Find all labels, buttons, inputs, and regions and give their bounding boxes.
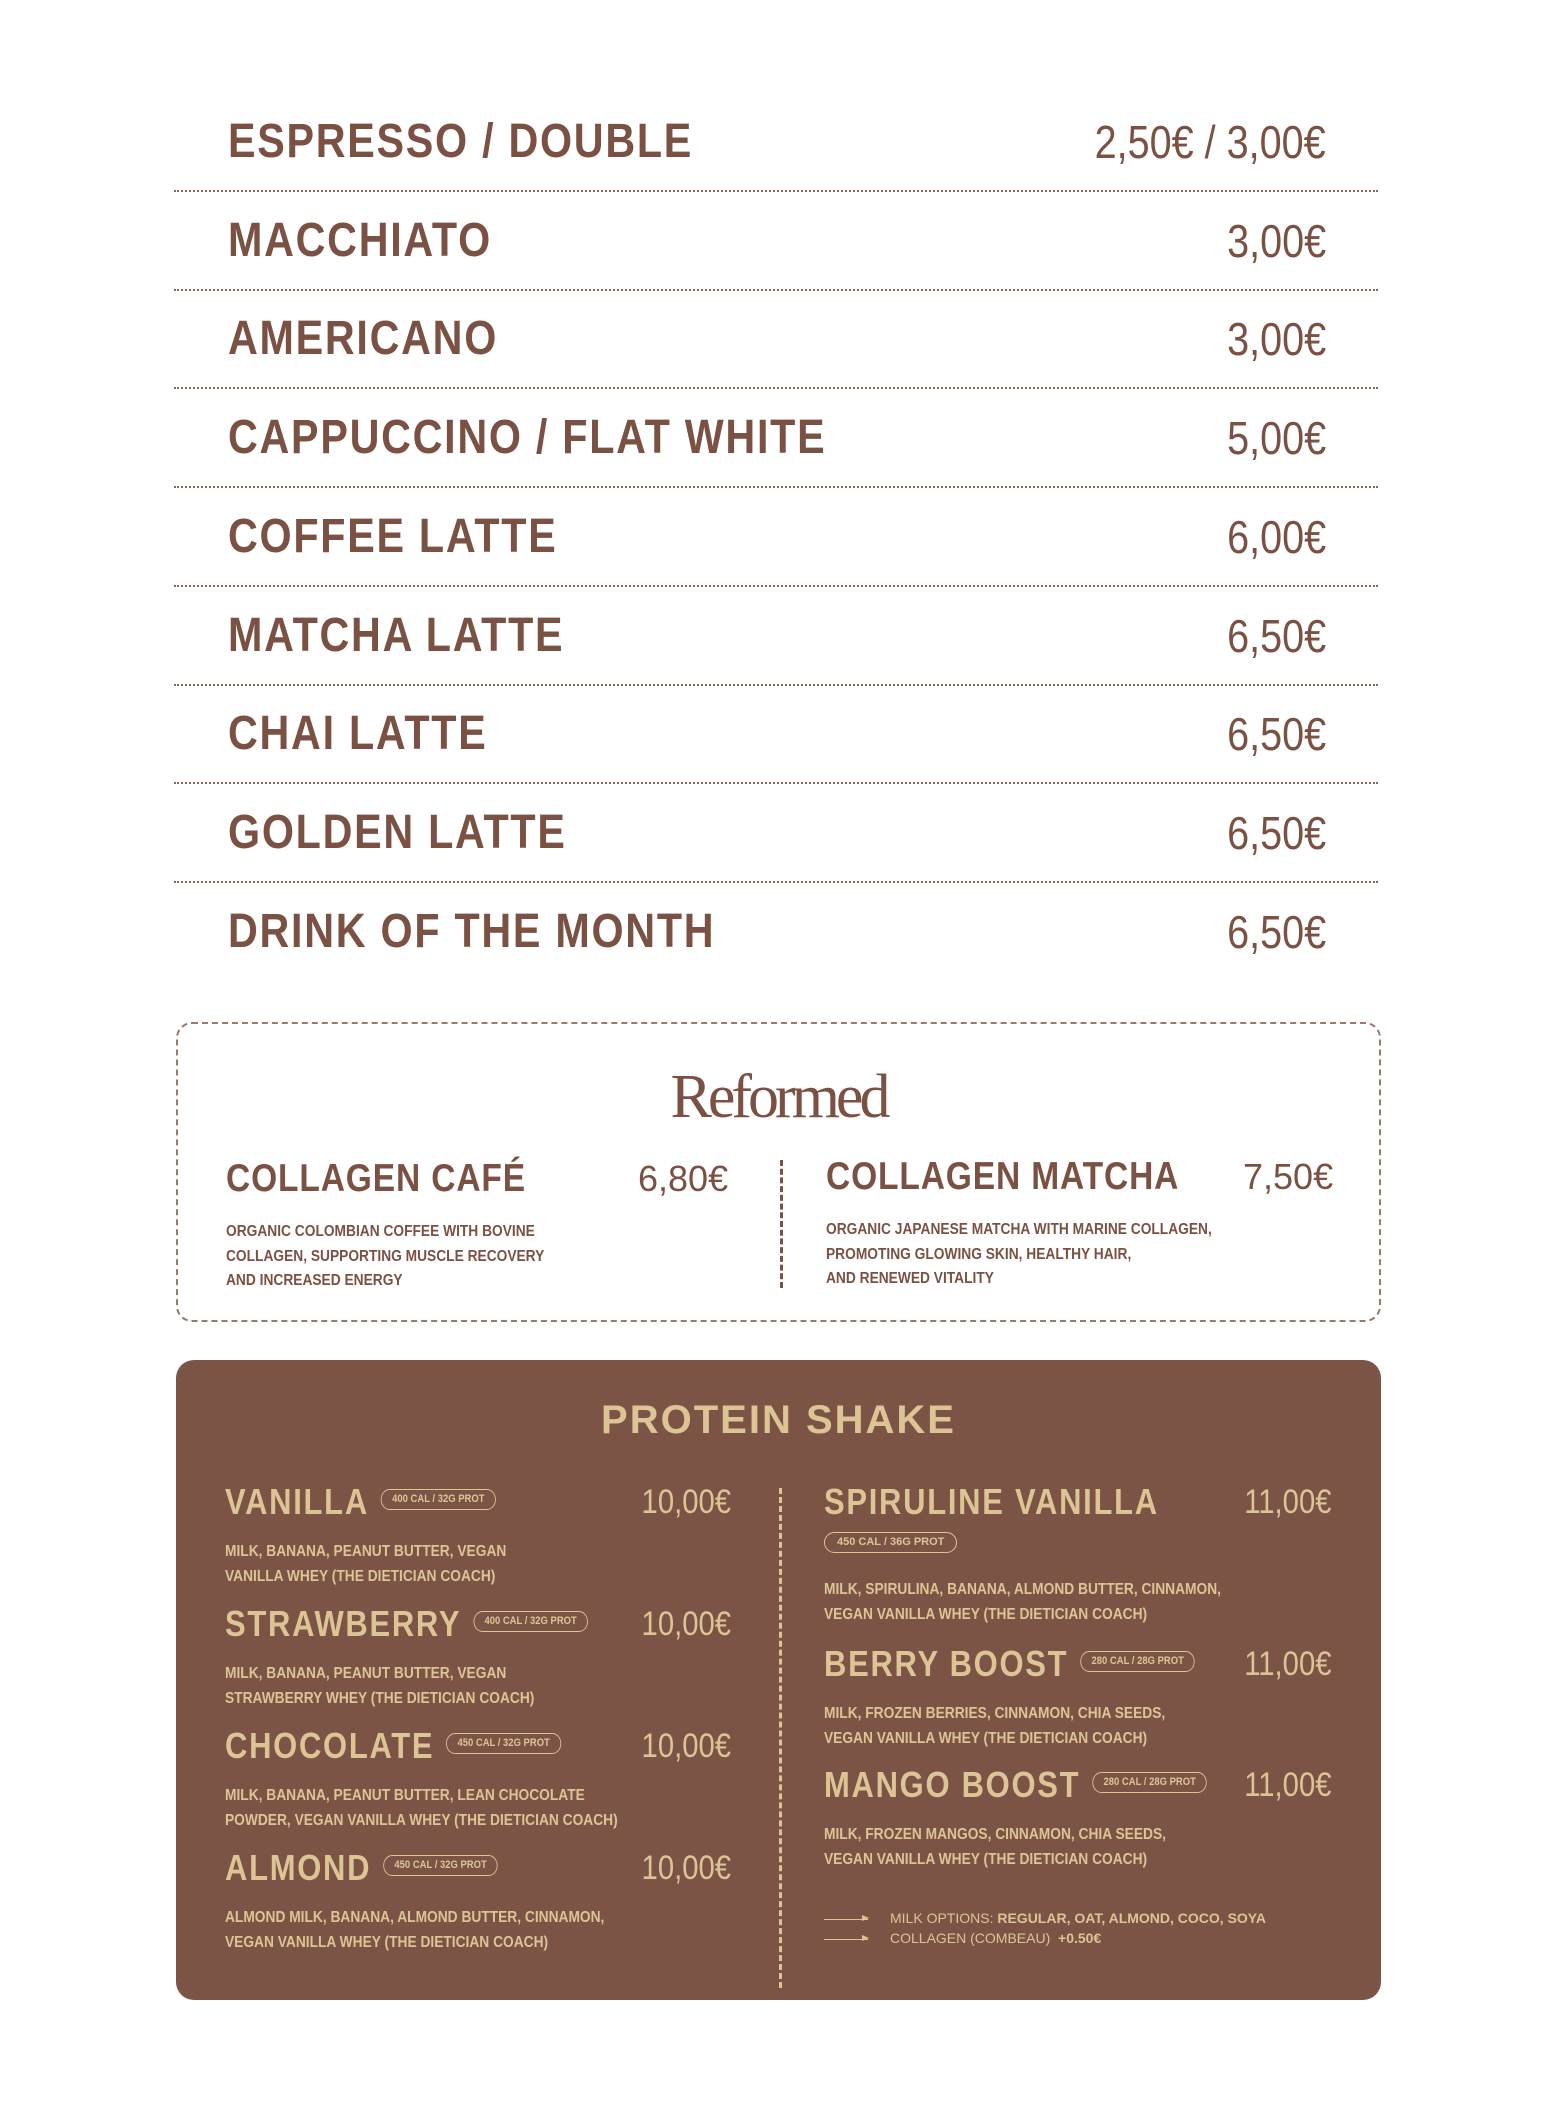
menu-item-name: MATCHA LATTE <box>228 608 565 662</box>
menu-item-name: AMERICANO <box>228 312 499 366</box>
dotted-divider <box>174 585 1378 587</box>
menu-item-price: 6,00€ <box>1226 510 1326 563</box>
dotted-divider <box>174 289 1378 291</box>
shake-name: BERRY BOOST 280 CAL / 28G PROT <box>824 1642 1255 1686</box>
menu-item-price: 6,80€ <box>638 1158 729 1199</box>
menu-item-name: COLLAGEN CAFÉ <box>226 1157 526 1200</box>
shake-price: 10,00€ <box>641 1849 731 1887</box>
menu-item-price: 6,50€ <box>1226 708 1326 761</box>
shake-description: MILK, SPIRULINA, BANANA, ALMOND BUTTER, CINNAMON, VEGAN VANILLA WHEY (THE DIETICIAN COACH) <box>824 1581 1221 1623</box>
dotted-divider <box>174 684 1378 686</box>
menu-item-name: GOLDEN LATTE <box>228 805 567 859</box>
shake-price: 11,00€ <box>1243 1483 1331 1521</box>
shake-price: 11,00€ <box>1243 1766 1331 1804</box>
shake-description: MILK, BANANA, PEANUT BUTTER, VEGAN VANILLA WHEY (THE DIETICIAN COACH) <box>225 1543 507 1585</box>
nutrition-badge: 450 CAL / 32G PROT <box>446 1733 561 1754</box>
menu-item-name: COFFEE LATTE <box>228 509 558 563</box>
nutrition-badge: 400 CAL / 32G PROT <box>473 1611 588 1632</box>
dotted-divider <box>174 782 1378 784</box>
nutrition-badge: 280 CAL / 28G PROT <box>1080 1651 1195 1672</box>
menu-item-name: COLLAGEN MATCHA <box>826 1155 1180 1198</box>
shake-price: 10,00€ <box>641 1605 731 1643</box>
menu-item-price: 3,00€ <box>1226 214 1326 267</box>
shake-name: ALMOND 450 CAL / 32G PROT <box>225 1846 542 1890</box>
shake-description: MILK, FROZEN BERRIES, CINNAMON, CHIA SEEDS, VEGAN VANILLA WHEY (THE DIETICIAN COACH) <box>824 1705 1166 1747</box>
dotted-divider <box>174 881 1378 883</box>
shake-name: SPIRULINE VANILLA <box>824 1481 1159 1522</box>
shake-name: CHOCOLATE 450 CAL / 32G PROT <box>225 1724 616 1768</box>
shake-price: 11,00€ <box>1243 1645 1331 1683</box>
menu-item-price: 6,50€ <box>1226 609 1326 662</box>
menu-item-name: CHAI LATTE <box>228 707 488 761</box>
dotted-divider <box>174 486 1378 488</box>
nutrition-badge: 280 CAL / 28G PROT <box>1092 1772 1207 1793</box>
menu-item-name: DRINK OF THE MONTH <box>228 904 716 958</box>
menu-item-price: 2,50€ / 3,00€ <box>1095 116 1326 168</box>
milk-options-note: MILK OPTIONS: REGULAR, OAT, ALMOND, COCO, SOYA <box>824 1908 1266 1928</box>
nutrition-badge: 400 CAL / 32G PROT <box>381 1489 496 1510</box>
column-divider <box>779 1488 782 1988</box>
menu-item-price: 3,00€ <box>1226 313 1326 366</box>
arrow-icon <box>824 1919 868 1920</box>
nutrition-badge: 450 CAL / 32G PROT <box>383 1855 498 1876</box>
shake-description: MILK, FROZEN MANGOS, CINNAMON, CHIA SEEDS, VEGAN VANILLA WHEY (THE DIETICIAN COACH) <box>824 1826 1166 1868</box>
menu-item-price: 6,50€ <box>1226 806 1326 859</box>
menu-item-name: CAPPUCCINO / FLAT WHITE <box>228 411 827 465</box>
shake-description: MILK, BANANA, PEANUT BUTTER, LEAN CHOCOLATE POWDER, VEGAN VANILLA WHEY (THE DIETICIAN COACH) <box>225 1787 618 1829</box>
menu-item-price: 6,50€ <box>1226 905 1326 958</box>
shake-name: MANGO BOOST 280 CAL / 28G PROT <box>824 1763 1269 1807</box>
section-title: PROTEIN SHAKE <box>601 1398 956 1442</box>
shake-price: 10,00€ <box>641 1483 731 1521</box>
protein-shake-section <box>176 1360 1381 2000</box>
reformed-logo: Reformed <box>670 1063 887 1131</box>
shake-price: 10,00€ <box>641 1727 731 1765</box>
menu-item-name: MACCHIATO <box>228 213 492 267</box>
nutrition-badge: 450 CAL / 36G PROT <box>824 1532 957 1553</box>
collagen-addon-note: COLLAGEN (COMBEAU) +0.50€ <box>824 1928 1101 1948</box>
shake-description: MILK, BANANA, PEANUT BUTTER, VEGAN STRAWBERRY WHEY (THE DIETICIAN COACH) <box>225 1665 535 1707</box>
arrow-icon <box>824 1939 868 1940</box>
shake-name: VANILLA 400 CAL / 32G PROT <box>225 1480 540 1524</box>
menu-item-description: ORGANIC JAPANESE MATCHA WITH MARINE COLLAGEN, PROMOTING GLOWING SKIN, HEALTHY HAIR, AND RENEWED VITALITY <box>826 1221 1212 1287</box>
reformed-collagen-section <box>176 1022 1381 1322</box>
menu-item-name: ESPRESSO / DOUBLE <box>228 115 694 168</box>
dotted-divider <box>174 387 1378 389</box>
shake-description: ALMOND MILK, BANANA, ALMOND BUTTER, CINNAMON, VEGAN VANILLA WHEY (THE DIETICIAN COACH) <box>225 1909 605 1951</box>
menu-item-price: 5,00€ <box>1226 412 1326 465</box>
column-divider <box>780 1160 783 1288</box>
shake-name: STRAWBERRY 400 CAL / 32G PROT <box>225 1602 647 1646</box>
menu-item-price: 7,50€ <box>1243 1156 1334 1197</box>
menu-item-description: ORGANIC COLOMBIAN COFFEE WITH BOVINE COLLAGEN, SUPPORTING MUSCLE RECOVERY AND INCREASED ENERGY <box>226 1223 545 1289</box>
dotted-divider <box>174 190 1378 192</box>
